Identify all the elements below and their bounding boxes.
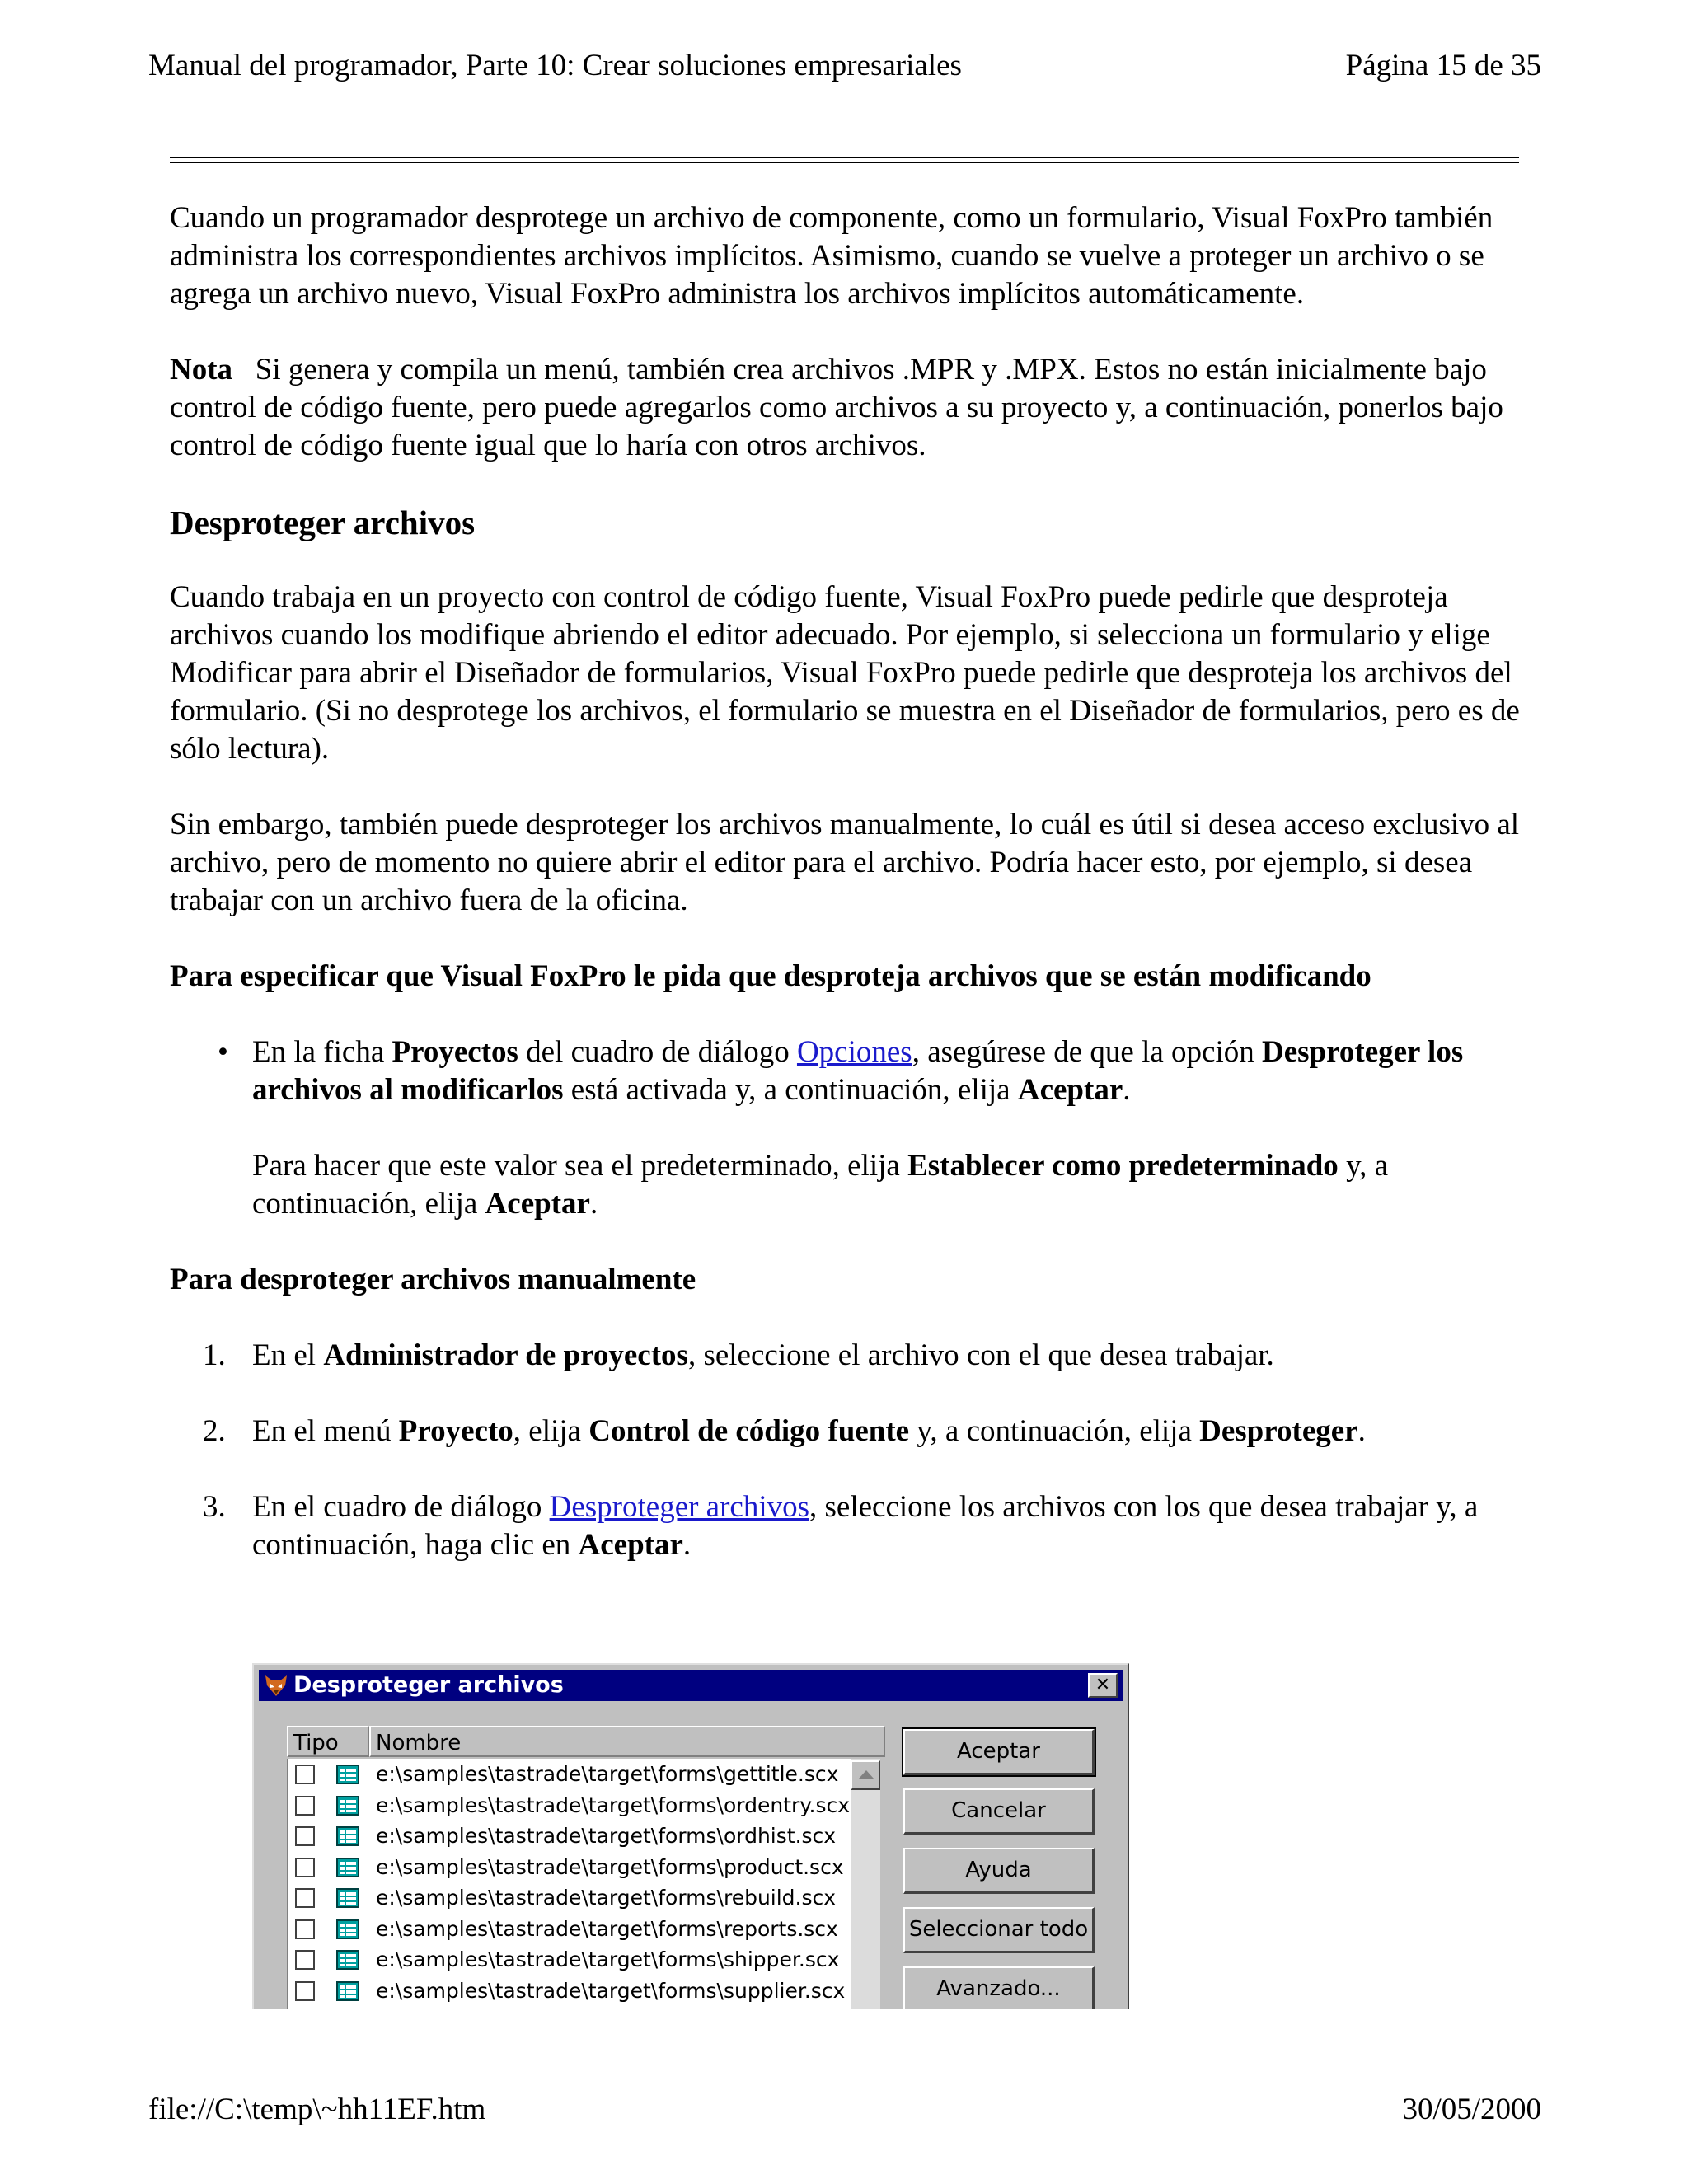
note-text: Si genera y compila un menú, también crea archivos .MPR y .MPX. Estos no están inicialmente bajo control de código fuente, pero puede agregarlos como archivos a su proyecto y, a continuación, ponerlos bajo control de código fuente igual que lo haría con otros archivos. — [170, 353, 1503, 462]
procedure-heading-2: Para desproteger archivos manualmente — [170, 1263, 696, 1296]
file-checkbox[interactable] — [295, 1796, 315, 1816]
main-content — [170, 199, 1522, 1602]
file-name: e:\samples\tastrade\target\forms\supplier.scx — [376, 1978, 846, 2003]
column-header-tipo[interactable]: Tipo — [287, 1726, 369, 1757]
file-checkbox[interactable] — [295, 1981, 315, 2001]
page-number: Página 15 de 35 — [1345, 49, 1541, 82]
bullet-dot-icon: • — [218, 1035, 228, 1069]
dialog-titlebar — [259, 1670, 1123, 1701]
close-button[interactable]: ✕ — [1088, 1673, 1118, 1698]
column-header-nombre[interactable]: Nombre — [369, 1726, 885, 1757]
fox-icon — [264, 1674, 288, 1697]
file-name: e:\samples\tastrade\target\forms\gettitle.scx — [376, 1762, 839, 1786]
form-file-icon — [336, 1826, 359, 1846]
step-number: 1. — [203, 1338, 226, 1372]
seleccionar-todo-button[interactable]: Seleccionar todo — [903, 1907, 1095, 1953]
list-item[interactable] — [288, 1975, 849, 2006]
file-list[interactable] — [287, 1759, 856, 2009]
form-file-icon — [336, 1888, 359, 1908]
file-checkbox[interactable] — [295, 1858, 315, 1877]
desproteger-archivos-link[interactable]: Desproteger archivos — [549, 1490, 810, 1524]
intro-paragraph: Cuando un programador desprotege un archivo de componente, como un formulario, Visual FoxPro también administra los correspondientes archivos implícitos. Asimismo, cuando se vuelve a proteger un archivo o se agrega un archivo nuevo, Visual FoxPro administra los archivos implícitos automáticamente. — [170, 201, 1493, 311]
file-name: e:\samples\tastrade\target\forms\shipper.scx — [376, 1947, 840, 1971]
list-item[interactable] — [288, 1821, 849, 1851]
document-title: Manual del programador, Parte 10: Crear soluciones empresariales — [148, 49, 962, 82]
avanzado-button[interactable]: Avanzado... — [903, 1966, 1095, 2009]
form-file-icon — [336, 1950, 359, 1970]
cancelar-button[interactable]: Cancelar — [903, 1788, 1095, 1835]
paragraph-1: Cuando trabaja en un proyecto con control de código fuente, Visual FoxPro puede pedirle que desproteja archivos cuando los modifique abriendo el editor adecuado. Por ejemplo, si selecciona un formulario y elige Modificar para abrir el Diseñador de formularios, Visual FoxPro puede pedirle que desproteja los archivos del formulario. (Si no desprotege los archivos, el formulario se muestra en el Diseñador de formularios, pero es de sólo lectura). — [170, 580, 1520, 766]
list-item[interactable] — [288, 1759, 849, 1789]
file-checkbox[interactable] — [295, 1826, 315, 1846]
form-file-icon — [336, 1765, 359, 1784]
file-name: e:\samples\tastrade\target\forms\ordentry.scx — [376, 1793, 851, 1817]
file-name: e:\samples\tastrade\target\forms\product.scx — [376, 1854, 844, 1879]
bullet-subtext: Para hacer que este valor sea el predeterminado, elija Establecer como predeterminado y, a continuación, elija Aceptar. — [252, 1149, 1389, 1221]
form-file-icon — [336, 1796, 359, 1816]
list-item[interactable] — [288, 1852, 849, 1882]
page-header — [148, 48, 1541, 89]
step-2: 2. En el menú Proyecto, elija Control de código fuente y, a continuación, elija Desproteger. — [170, 1413, 1522, 1451]
file-checkbox[interactable] — [295, 1888, 315, 1908]
step-number: 2. — [203, 1414, 226, 1448]
note-label: Nota — [170, 353, 233, 387]
print-date: 30/05/2000 — [1402, 2093, 1541, 2126]
scroll-up-button[interactable] — [851, 1760, 880, 1790]
step-3: 3. En el cuadro de diálogo Desproteger archivos, seleccione los archivos con los que desea trabajar y, a continuación, haga clic en Aceptar. — [203, 1490, 1479, 1562]
file-checkbox[interactable] — [295, 1765, 315, 1784]
file-checkbox[interactable] — [295, 1919, 315, 1939]
bullet-item — [170, 1033, 1522, 1223]
page-footer — [148, 2092, 1541, 2133]
file-name: e:\samples\tastrade\target\forms\reports.scx — [376, 1916, 838, 1941]
step-1: 1. En el Administrador de proyectos, seleccione el archivo con el que desea trabajar. — [170, 1337, 1522, 1375]
list-item[interactable] — [288, 1882, 849, 1913]
file-name: e:\samples\tastrade\target\forms\ordhist.scx — [376, 1824, 837, 1848]
ayuda-button[interactable]: Ayuda — [903, 1848, 1095, 1894]
list-item[interactable] — [288, 1944, 849, 1975]
scrollbar[interactable] — [851, 1759, 880, 2009]
file-checkbox[interactable] — [295, 1950, 315, 1970]
aceptar-button[interactable]: Aceptar — [903, 1729, 1095, 1775]
procedure-heading-1: Para especificar que Visual FoxPro le pida que desproteja archivos que se están modificando — [170, 959, 1372, 993]
file-path: file://C:\temp\~hh11EF.htm — [148, 2093, 486, 2126]
list-item[interactable] — [288, 1914, 849, 1944]
step-number: 3. — [203, 1490, 226, 1524]
list-item[interactable] — [288, 1790, 849, 1821]
dialog-title: Desproteger archivos — [293, 1672, 564, 1698]
form-file-icon — [336, 1858, 359, 1877]
header-divider — [170, 157, 1519, 163]
bullet-text: En la ficha Proyectos del cuadro de diálogo Opciones, asegúrese de que la opción Desproteger los archivos al modificarlos está activada y, a continuación, elija Aceptar. — [252, 1035, 1464, 1107]
form-file-icon — [336, 1919, 359, 1939]
section-heading: Desproteger archivos — [170, 504, 476, 541]
paragraph-2: Sin embargo, también puede desproteger los archivos manualmente, lo cuál es útil si desea acceso exclusivo al archivo, pero de momento no quiere abrir el editor para el archivo. Podría hacer esto, por ejemplo, si desea trabajar con un archivo fuera de la oficina. — [170, 808, 1520, 917]
desproteger-archivos-dialog — [252, 1663, 1129, 2009]
form-file-icon — [336, 1981, 359, 2001]
file-name: e:\samples\tastrade\target\forms\rebuild.scx — [376, 1886, 837, 1910]
note-paragraph — [170, 351, 1522, 465]
opciones-link[interactable]: Opciones — [796, 1035, 912, 1069]
